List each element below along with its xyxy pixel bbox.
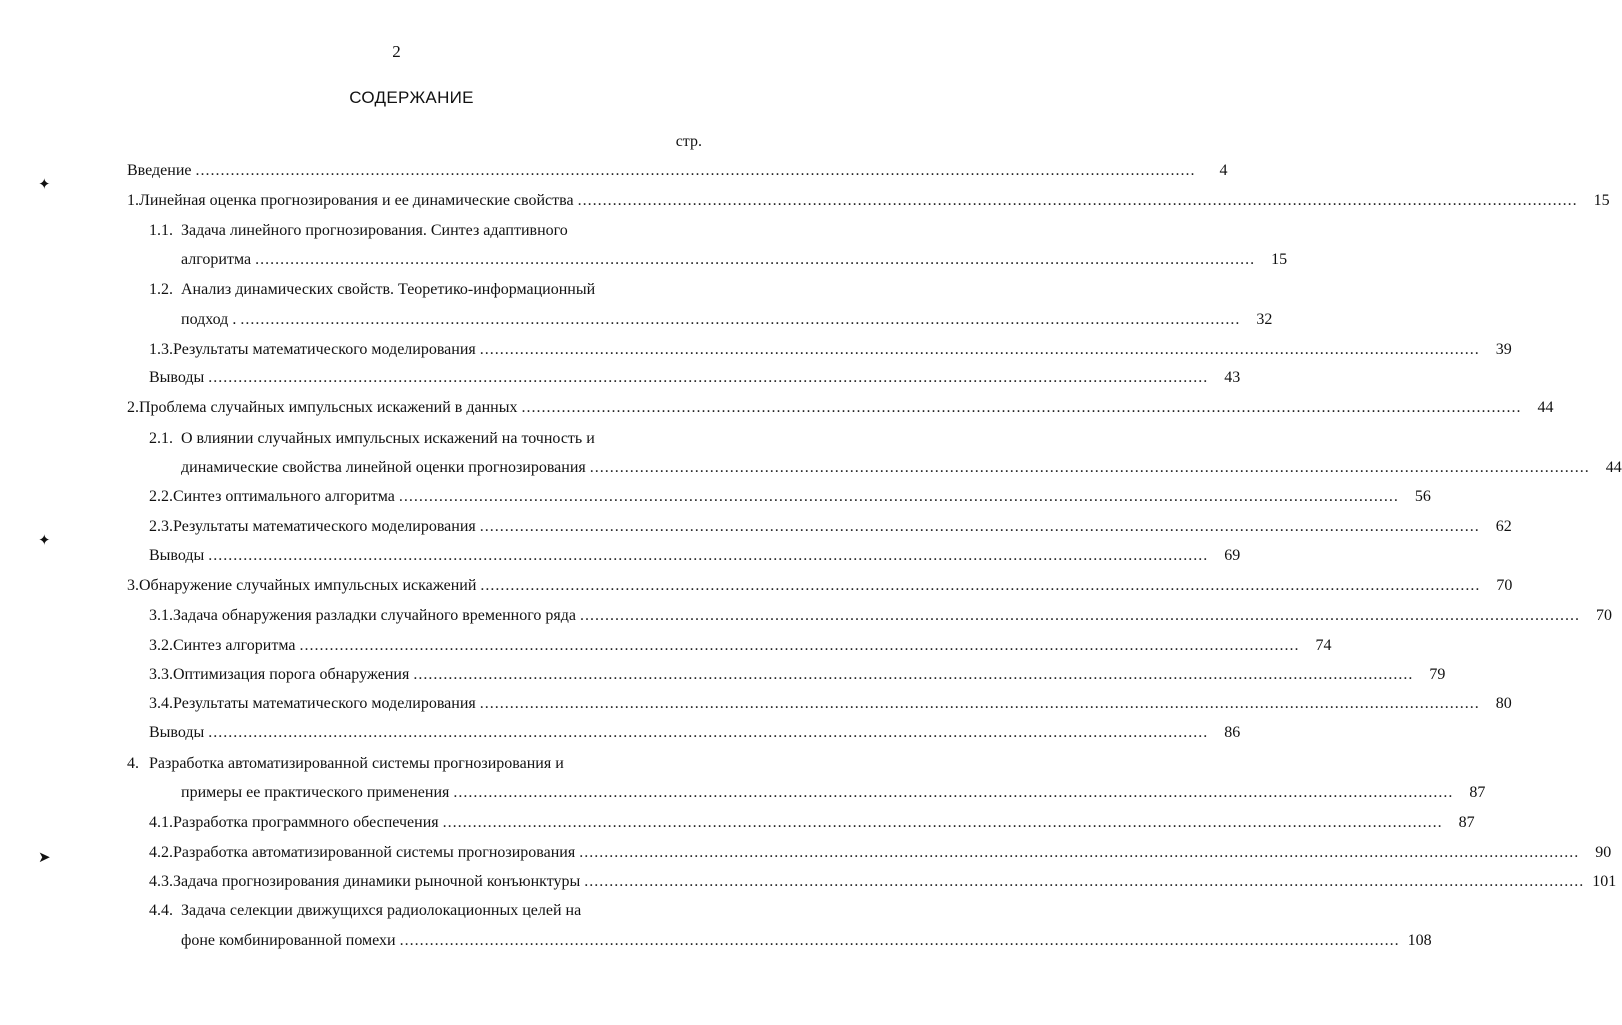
toc-entry-number: 4.1.	[149, 814, 173, 831]
toc-entry-label: Разработка программного обеспечения	[173, 814, 439, 831]
toc-entry-page: 70	[1595, 607, 1612, 624]
toc-entry-label: фоне комбинированной помехи	[181, 932, 396, 949]
toc-entry-label: Разработка автоматизированной системы прогнозирования и	[149, 755, 564, 772]
toc-entry-page: 44	[1537, 399, 1554, 416]
toc-entry-label: Задача селекции движущихся радиолокационных целей на	[181, 902, 582, 919]
toc-entry-page: 80	[1495, 695, 1512, 712]
toc-entry-page: 90	[1595, 844, 1612, 861]
toc-leader-dots: ........................................................................................................................................................................................................	[589, 459, 1590, 476]
margin-mark-icon: ➤	[38, 848, 51, 866]
toc-entry	[149, 279, 703, 301]
toc-entry-number: 1.3.	[149, 341, 173, 358]
toc-entry	[149, 428, 703, 450]
toc-entry-label: подход .	[181, 311, 237, 328]
toc-entry-page: 39	[1495, 341, 1512, 358]
toc-entry-number: 1.1.	[149, 222, 173, 239]
toc-leader-dots: ........................................................................................................................................................................................................	[579, 844, 1580, 861]
toc-entry-page: 43	[1224, 369, 1241, 386]
toc-entry-number: 3.3.	[149, 666, 173, 683]
toc-entry-number: 3.4.	[149, 695, 173, 712]
toc-leader-dots: ........................................................................................................................................................................................................	[480, 577, 1481, 594]
toc-entry-label: Оптимизация порога обнаружения	[173, 666, 410, 683]
toc-entry-page: 70	[1496, 577, 1513, 594]
toc-leader-dots: ........................................................................................................................................................................................................	[413, 666, 1414, 683]
toc-entry-page: 87	[1469, 784, 1486, 801]
toc-entry	[149, 605, 1612, 627]
toc-entry	[149, 871, 1617, 893]
toc-leader-dots: ........................................................................................................................................................................................................	[479, 695, 1480, 712]
toc-entry	[181, 249, 1288, 271]
toc-entry-label: Выводы	[149, 369, 205, 386]
toc-entry	[127, 753, 703, 775]
toc-entry	[149, 693, 1512, 715]
toc-entry-number: 3.1.	[149, 607, 173, 624]
toc-entry-number: 4.	[127, 755, 139, 772]
toc-entry	[149, 635, 1332, 657]
toc-entry-page: 87	[1458, 814, 1475, 831]
toc-entry-number: 2.3.	[149, 518, 173, 535]
toc-entry-page: 79	[1429, 666, 1446, 683]
toc-leader-dots: ........................................................................................................................................................................................................	[521, 399, 1522, 416]
toc-entry-label: Результаты математического моделирования	[173, 341, 476, 358]
toc-leader-dots: ........................................................................................................................................................................................................	[195, 162, 1196, 179]
page-title: СОДЕРЖАНИЕ	[349, 88, 474, 107]
toc-entry	[127, 575, 1513, 597]
toc-leader-dots: ........................................................................................................................................................................................................	[584, 873, 1585, 890]
toc-leader-dots: ........................................................................................................................................................................................................	[299, 637, 1300, 654]
toc-entry	[149, 664, 1446, 686]
toc-entry-label: Проблема случайных импульсных искажений в данных	[139, 399, 518, 416]
toc-entry-number: 2.2.	[149, 488, 173, 505]
toc-leader-dots: ........................................................................................................................................................................................................	[479, 341, 1480, 358]
page-column-header: стр.	[675, 133, 702, 150]
toc-entry-page: 15	[1271, 251, 1288, 268]
toc-leader-dots: ........................................................................................................................................................................................................	[479, 518, 1480, 535]
toc-entry-label: Задача прогнозирования динамики рыночной конъюнктуры	[173, 873, 581, 890]
toc-entry-number: 4.3.	[149, 873, 173, 890]
toc-entry-page: 15	[1593, 192, 1610, 209]
toc-entry-number: 1.	[127, 192, 139, 209]
toc-entry-number: 3.	[127, 577, 139, 594]
toc-entry-page: 108	[1407, 932, 1432, 949]
toc-entry-page: 56	[1414, 488, 1431, 505]
toc-entry-number: 1.2.	[149, 281, 173, 298]
margin-mark-icon: ✦	[38, 531, 51, 549]
toc-entry	[149, 722, 1241, 744]
toc-entry	[149, 900, 703, 922]
toc-leader-dots: ........................................................................................................................................................................................................	[577, 192, 1578, 209]
toc-entry	[181, 457, 1622, 479]
toc-entry	[127, 160, 1228, 182]
toc-entry-label: Выводы	[149, 724, 205, 741]
toc-entry-label: Задача линейного прогнозирования. Синтез адаптивного	[181, 222, 568, 239]
toc-entry-label: Задача обнаружения разладки случайного временного ряда	[173, 607, 576, 624]
toc-leader-dots: ........................................................................................................................................................................................................	[208, 724, 1209, 741]
toc-leader-dots: ........................................................................................................................................................................................................	[453, 784, 1454, 801]
toc-entry	[149, 486, 1431, 508]
margin-mark-icon: ✦	[38, 175, 51, 193]
toc-entry-number: 2.1.	[149, 430, 173, 447]
toc-leader-dots: ........................................................................................................................................................................................................	[208, 547, 1209, 564]
toc-leader-dots: ........................................................................................................................................................................................................	[442, 814, 1443, 831]
toc-entry-page: 44	[1605, 459, 1622, 476]
toc-entry-label: динамические свойства линейной оценки прогнозирования	[181, 459, 586, 476]
toc-leader-dots: ........................................................................................................................................................................................................	[255, 251, 1256, 268]
toc-leader-dots: ........................................................................................................................................................................................................	[240, 311, 1241, 328]
toc-entry	[149, 812, 1475, 834]
toc-entry-number: 4.2.	[149, 844, 173, 861]
toc-entry	[149, 516, 1512, 538]
toc-entry-label: алгоритма	[181, 251, 252, 268]
page-number: 2	[392, 42, 401, 61]
toc-entry	[181, 930, 1432, 952]
toc-entry	[149, 842, 1612, 864]
toc-entry	[181, 782, 1486, 804]
toc-entry	[127, 190, 1610, 212]
toc-entry	[149, 545, 1241, 567]
toc-entry	[149, 220, 703, 242]
toc-leader-dots: ........................................................................................................................................................................................................	[398, 488, 1399, 505]
toc-entry-page: 69	[1224, 547, 1241, 564]
toc-entry	[181, 309, 1273, 331]
toc-entry-label: Выводы	[149, 547, 205, 564]
toc-entry-page: 74	[1315, 637, 1332, 654]
toc-entry	[127, 397, 1554, 419]
toc-entry-page: 32	[1256, 311, 1273, 328]
toc-leader-dots: ........................................................................................................................................................................................................	[208, 369, 1209, 386]
toc-entry-number: 2.	[127, 399, 139, 416]
toc-leader-dots: ........................................................................................................................................................................................................	[399, 932, 1400, 949]
toc-entry-label: Обнаружение случайных импульсных искажений	[139, 577, 477, 594]
toc-entry-label: Синтез алгоритма	[173, 637, 296, 654]
toc-entry-page: 101	[1592, 873, 1617, 890]
toc-entry-label: Линейная оценка прогнозирования и ее динамические свойства	[139, 192, 574, 209]
toc-entry-label: примеры ее практического применения	[181, 784, 450, 801]
toc-entry	[149, 339, 1512, 361]
toc-entry-page: 86	[1224, 724, 1241, 741]
toc-leader-dots: ........................................................................................................................................................................................................	[579, 607, 1580, 624]
toc-entry-label: Результаты математического моделирования	[173, 518, 476, 535]
toc-entry-label: О влиянии случайных импульсных искажений на точность и	[181, 430, 595, 447]
toc-entry	[149, 367, 1241, 389]
toc-entry-number: 4.4.	[149, 902, 173, 919]
toc-entry-page: 4	[1219, 162, 1228, 179]
toc-entry-label: Разработка автоматизированной системы прогнозирования	[173, 844, 576, 861]
toc-entry-label: Результаты математического моделирования	[173, 695, 476, 712]
toc-entry-label: Синтез оптимального алгоритма	[173, 488, 395, 505]
toc-entry-label: Анализ динамических свойств. Теоретико-информационный	[181, 281, 596, 298]
toc-entry-label: Введение	[127, 162, 192, 179]
toc-entry-page: 62	[1495, 518, 1512, 535]
toc-entry-number: 3.2.	[149, 637, 173, 654]
